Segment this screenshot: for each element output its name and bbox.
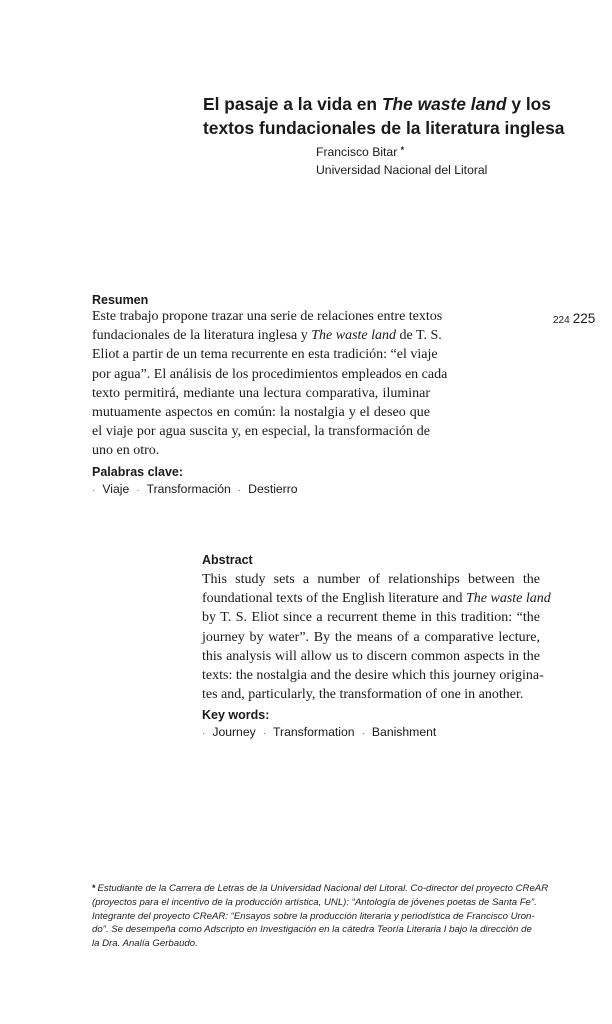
author-block: [316, 143, 487, 179]
footnote: [92, 882, 549, 951]
abstract-italic-work: The waste land: [465, 591, 551, 607]
article-title: [203, 92, 573, 140]
page-number-right: 225: [572, 311, 596, 326]
abstract-line: [202, 589, 551, 608]
abstract-line: journey by water”. By the means of a comparative lecture,: [202, 629, 540, 645]
keyword-separator: ·: [136, 485, 140, 496]
title-italic-work: The waste land: [381, 94, 507, 114]
key-words-heading: Key words:: [202, 708, 270, 722]
footnote-text: Estudiante de la Carrera de Letras de la Universidad Nacional del Litoral. Co-director del proyecto CReAR: [97, 883, 549, 894]
footnote-line: (proyectos para el incentivo de la producción artística, UNL): “Antología de jóvenes poetas de Santa Fe”.: [92, 896, 537, 908]
resumen-line: [92, 326, 442, 345]
abstract-heading: Abstract: [202, 553, 253, 567]
author-affiliation: Universidad Nacional del Litoral: [316, 163, 488, 177]
resumen-line: uno en otro.: [92, 443, 160, 459]
keyword: Transformation: [273, 725, 355, 739]
footnote-line: [92, 882, 549, 896]
abstract-line-text: foundational texts of the English literature and: [202, 591, 463, 607]
keyword: Destierro: [248, 482, 298, 496]
page-number-left: 224: [553, 315, 570, 326]
resumen-line: por agua”. El análisis de los procedimientos empleados en cada: [92, 366, 448, 382]
keyword-separator: ·: [202, 728, 206, 739]
keyword: Viaje: [102, 482, 130, 496]
page-numbers: [553, 310, 595, 328]
title-line-2: textos fundacionales de la literatura inglesa: [203, 118, 565, 138]
abstract-line: texts: the nostalgia and the desire which this journey origina-: [202, 667, 544, 683]
resumen-line: el viaje por agua suscita y, en especial, la transformación de: [92, 424, 430, 440]
abstract-line: this analysis will allow us to discern common aspects in the: [202, 648, 540, 664]
resumen-heading: Resumen: [92, 293, 149, 307]
footnote-line: do”. Se desempeña como Adscripto en Investigación en la cátedra Teoría Literaria I bajo la dirección de: [92, 924, 532, 936]
keyword-separator: ·: [237, 485, 242, 496]
title-text: El pasaje a la vida en: [203, 94, 382, 114]
resumen-italic-work: The waste land: [311, 328, 397, 344]
footnote-reference[interactable]: *: [400, 145, 405, 155]
abstract-line: This study sets a number of relationships between the: [202, 572, 540, 587]
resumen-line: texto permitirá, mediante una lectura comparativa, iluminar: [92, 385, 430, 401]
abstract-line: by T. S. Eliot since a recurrent theme in this tradition: “the: [202, 610, 540, 626]
abstract-body: [202, 570, 551, 704]
footnote-line: la Dra. Analía Gerbaudo.: [92, 938, 198, 950]
keyword-separator: ·: [361, 728, 365, 739]
abstract-line: tes and, particularly, the transformation of one in another.: [202, 687, 524, 703]
author-name: Francisco Bitar: [316, 145, 398, 159]
title-text: y los: [506, 94, 551, 114]
keyword: Transformación: [146, 482, 231, 496]
keyword-separator: ·: [92, 485, 96, 496]
footnote-line: Integrante del proyecto CReAR: “Ensayos sobre la producción literaria y periodística de Francisco Uron-: [92, 910, 535, 922]
keyword: Banishment: [371, 725, 437, 739]
palabras-clave-list: [92, 481, 298, 499]
resumen-line: Eliot a partir de un tema recurrente en esta tradición: “el viaje: [92, 347, 438, 363]
resumen-line: Este trabajo propone trazar una serie de relaciones entre textos: [92, 309, 443, 324]
palabras-clave-heading: Palabras clave:: [92, 465, 184, 479]
key-words-list: [202, 724, 436, 742]
resumen-line-text: de T. S.: [396, 328, 442, 344]
author-name-line: [316, 143, 487, 161]
resumen-line-text: fundacionales de la literatura inglesa y: [92, 328, 308, 344]
footnote-mark: *: [92, 883, 96, 893]
keyword: Journey: [212, 725, 256, 739]
title-line-1: [203, 92, 573, 116]
resumen-line: mutuamente aspectos en común: la nostalgia y el deseo que: [92, 404, 430, 420]
keyword-separator: ·: [262, 728, 267, 739]
resumen-body: [92, 307, 448, 461]
